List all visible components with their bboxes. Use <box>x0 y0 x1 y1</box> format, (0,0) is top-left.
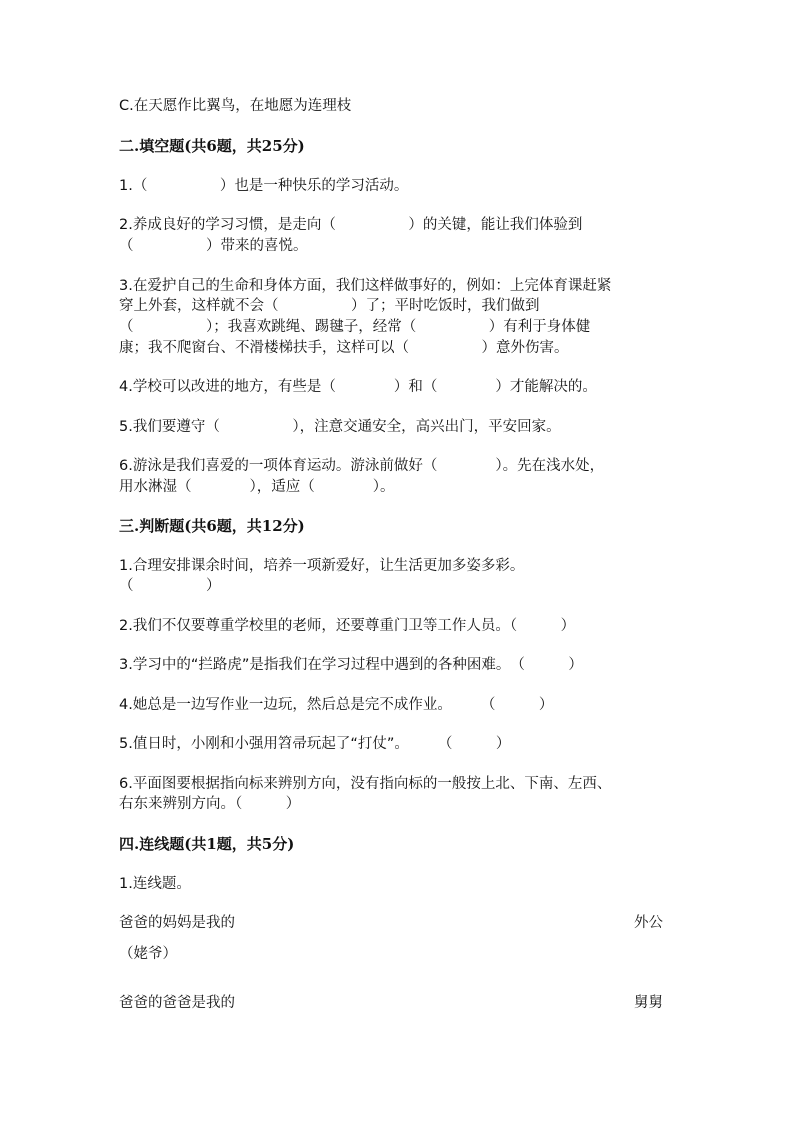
question-line: 2.养成良好的学习习惯，是走向（ ）的关键，能让我们体验到 <box>119 217 583 233</box>
option-c: C.在天愿作比翼鸟，在地愿为连理枝 <box>119 98 352 114</box>
answer-blank: （ ） <box>119 578 221 594</box>
question-line: 穿上外套，这样就不会（ ）了；平时吃饭时，我们做到 <box>119 298 540 314</box>
question-line: 4.学校可以改进的地方，有些是（ ）和（ ）才能解决的。 <box>119 379 597 395</box>
question-line: （ ）带来的喜悦。 <box>119 238 308 254</box>
matching-left-item: 爸爸的妈妈是我的 <box>119 915 235 931</box>
matching-left-item-note: （姥爷） <box>119 946 177 962</box>
question-line: 右东来辨别方向。（ ） <box>119 796 301 812</box>
question-line: 6.游泳是我们喜爱的一项体育运动。游泳前做好（ ）。先在浅水处， <box>119 458 605 474</box>
section-heading-true-false: 三.判断题(共6题，共12分) <box>119 517 305 535</box>
matching-right-item: 外公 <box>634 915 663 931</box>
question-line: 康；我不爬窗台、不滑楼梯扶手，这样可以（ ）意外伤害。 <box>119 340 569 356</box>
matching-left-item: 爸爸的爸爸是我的 <box>119 995 235 1011</box>
matching-right-item: 舅舅 <box>634 995 663 1011</box>
question-line: 2.我们不仅要尊重学校里的老师，还要尊重门卫等工作人员。（ ） <box>119 618 576 634</box>
question-line: 6.平面图要根据指向标来辨别方向，没有指向标的一般按上北、下南、左西、 <box>119 776 612 792</box>
section-heading-matching: 四.连线题(共1题，共5分) <box>119 835 295 853</box>
question-line: 5.值日时，小刚和小强用笤帚玩起了“打仗”。 （ ） <box>119 736 511 752</box>
question-line: 1.连线题。 <box>119 876 191 892</box>
question-line: 1.合理安排课余时间，培养一项新爱好，让生活更加多姿多彩。 <box>119 558 525 574</box>
section-heading-fill-blank: 二.填空题(共6题，共25分) <box>119 137 305 155</box>
question-line: 用水淋湿（ ），适应（ ）。 <box>119 479 395 495</box>
question-line: 3.在爱护自己的生命和身体方面，我们这样做事好的，例如：上完体育课赶紧 <box>119 278 612 294</box>
question-line: 5.我们要遵守（ ），注意交通安全，高兴出门，平安回家。 <box>119 419 561 435</box>
question-line: 4.她总是一边写作业一边玩，然后总是完不成作业。 （ ） <box>119 697 554 713</box>
question-line: （ ）；我喜欢跳绳、踢毽子，经常（ ）有利于身体健 <box>119 319 591 335</box>
question-line: 3.学习中的“拦路虎”是指我们在学习过程中遇到的各种困难。 （ ） <box>119 657 583 673</box>
question-line: 1.（ ）也是一种快乐的学习活动。 <box>119 178 409 194</box>
